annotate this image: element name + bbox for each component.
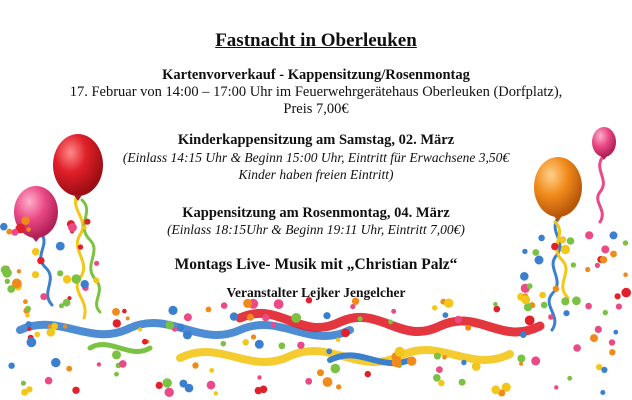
confetti-dot: [317, 369, 324, 376]
confetti-dot: [34, 332, 40, 338]
confetti-dot: [609, 339, 615, 345]
confetti-dot: [138, 327, 142, 331]
confetti-dot: [271, 322, 276, 327]
confetti-dot: [114, 372, 119, 377]
confetti-dot: [183, 330, 192, 339]
confetti-dot: [554, 385, 558, 389]
presale-price: Preis 7,00€: [283, 101, 349, 117]
confetti-dot: [177, 324, 184, 331]
confetti-dot: [541, 302, 548, 309]
confetti-dot: [323, 377, 333, 387]
confetti-dot: [255, 387, 262, 394]
confetti-dot: [601, 245, 609, 253]
confetti-dot: [78, 244, 83, 249]
confetti-dot: [21, 389, 28, 396]
confetti-dot: [156, 382, 163, 389]
ribbon-strings: [40, 158, 603, 330]
confetti-dot: [548, 314, 554, 320]
confetti-dot: [122, 309, 127, 314]
confetti-dot: [433, 374, 441, 382]
monday-session-details: (Einlass 18:15Uhr & Beginn 19:11 Uhr, Eintritt 7,00€): [167, 222, 465, 237]
confetti-dot: [51, 358, 60, 367]
confetti-dot: [331, 364, 341, 374]
kids-session-heading: Kinderkappensitzung am Samstag, 02. März: [177, 132, 455, 148]
confetti-dot: [494, 306, 501, 313]
confetti-dot: [623, 240, 628, 245]
confetti-dot: [25, 306, 31, 312]
confetti-dot: [613, 330, 618, 335]
confetti-dot: [297, 342, 304, 349]
confetti-dot: [27, 327, 31, 331]
confetti-dot: [336, 384, 341, 389]
confetti-dot: [603, 310, 608, 315]
confetti-dot: [27, 337, 37, 347]
confetti-dot: [472, 362, 481, 371]
confetti-dot: [255, 340, 264, 349]
confetti-dot: [438, 380, 444, 386]
confetti-dot: [206, 307, 212, 313]
confetti-dot: [323, 312, 330, 319]
confetti-dot: [436, 366, 443, 373]
confetti-dot: [209, 368, 214, 373]
confetti-dot: [563, 310, 569, 316]
confetti-dot: [551, 243, 558, 250]
confetti-dot: [165, 388, 174, 397]
confetti-dot: [192, 362, 198, 368]
confetti-dot: [126, 316, 130, 320]
confetti-dot: [455, 316, 462, 323]
confetti-dot: [443, 312, 449, 318]
confetti-dot: [25, 313, 30, 318]
presale-heading: Kartenvorverkauf - Kappensitzung/Rosenmontag: [162, 67, 470, 83]
confetti-dot: [56, 242, 65, 251]
confetti-dot: [616, 304, 622, 310]
organizer-line: Veranstalter Lejker Jengelcher: [226, 285, 406, 300]
confetti-dot: [567, 376, 572, 381]
confetti-dot: [93, 277, 99, 283]
kids-session-details: (Einlass 14:15 Uhr & Beginn 15:00 Uhr, Eintritt für Erwachsene 3,50€: [122, 150, 510, 165]
confetti-dot: [525, 316, 535, 326]
confetti-dot: [214, 391, 218, 395]
confetti-dot: [184, 313, 192, 321]
monday-session-heading: Kappensitzung am Rosenmontag, 04. März: [182, 205, 450, 221]
confetti-dot: [207, 381, 216, 390]
confetti-dot: [517, 355, 525, 363]
confetti-dot: [305, 378, 312, 385]
confetti-dot: [567, 237, 575, 245]
confetti-dot: [63, 275, 71, 283]
confetti-dot: [434, 353, 441, 360]
confetti-dot: [262, 314, 269, 321]
confetti-dot: [230, 312, 238, 320]
confetti-dot: [51, 323, 58, 330]
confetti-dot: [336, 338, 340, 342]
confetti-dot: [432, 305, 437, 310]
confetti-dot: [407, 356, 416, 365]
confetti-dot: [8, 363, 14, 369]
confetti-dot: [66, 366, 72, 372]
confetti-dot: [48, 324, 52, 328]
confetti-dot: [163, 378, 172, 387]
kids-session-note: Kinder haben freien Eintritt): [238, 167, 394, 182]
confetti-dot: [291, 313, 301, 323]
confetti-dot: [63, 324, 67, 328]
confetti-dot: [531, 356, 540, 365]
confetti-dot: [590, 334, 598, 342]
confetti-dot: [392, 358, 402, 368]
confetti-dot: [573, 344, 581, 352]
confetti-dot: [341, 329, 350, 338]
confetti-dot: [585, 303, 592, 310]
confetti-dot: [350, 304, 355, 309]
confetti-dot: [26, 321, 32, 327]
confetti-dot: [600, 390, 605, 395]
confetti-dot: [601, 367, 607, 373]
confetti-dot: [442, 355, 447, 360]
confetti-dot: [279, 342, 286, 349]
streamers: [20, 313, 540, 363]
confetti-dot: [243, 339, 249, 345]
confetti-dot: [524, 303, 532, 311]
confetti-dot: [45, 377, 53, 385]
confetti-dot: [391, 309, 396, 314]
confetti-dot: [72, 387, 79, 394]
confetti-dot: [221, 302, 228, 309]
confetti-dot: [166, 321, 175, 330]
confetti-dot: [595, 326, 602, 333]
confetti-dot: [72, 274, 82, 284]
confetti-dot: [520, 331, 527, 338]
confetti-dot: [395, 347, 405, 357]
confetti-dot: [493, 302, 498, 307]
confetti-dot: [365, 371, 371, 377]
confetti-dot: [32, 248, 40, 256]
confetti-dot: [609, 349, 615, 355]
confetti-dot: [532, 249, 539, 256]
confetti-dot: [461, 360, 466, 365]
confetti-dot: [465, 325, 471, 331]
presale-details: 17. Februar von 14:00 – 17:00 Uhr im Feuerwehrgerätehaus Oberleuken (Dorfplatz),: [69, 84, 563, 100]
confetti-dot: [357, 316, 362, 321]
confetti-dot: [113, 319, 121, 327]
confetti-dot: [112, 308, 120, 316]
confetti-dot: [5, 279, 10, 284]
confetti-dot: [491, 385, 500, 394]
page-title: Fastnacht in Oberleuken: [215, 30, 417, 51]
confetti-dot: [388, 320, 393, 325]
live-music-line: Montags Live- Musik mit „Christian Palz“: [174, 256, 458, 273]
confetti-dot: [326, 348, 332, 354]
confetti-dot: [142, 339, 148, 345]
confetti-dot: [247, 314, 254, 321]
confetti-dot: [251, 334, 256, 339]
confetti-dot: [522, 249, 527, 254]
confetti: [0, 217, 631, 397]
confetti-dot: [97, 362, 101, 366]
confetti-dot: [221, 341, 227, 347]
confetti-dot: [257, 375, 261, 379]
confetti-dot: [112, 350, 121, 359]
confetti-dot: [185, 384, 194, 393]
confetti-dot: [168, 306, 177, 315]
confetti-dot: [119, 360, 127, 368]
confetti-dot: [459, 379, 466, 386]
confetti-dot: [561, 245, 570, 254]
confetti-dot: [21, 381, 26, 386]
